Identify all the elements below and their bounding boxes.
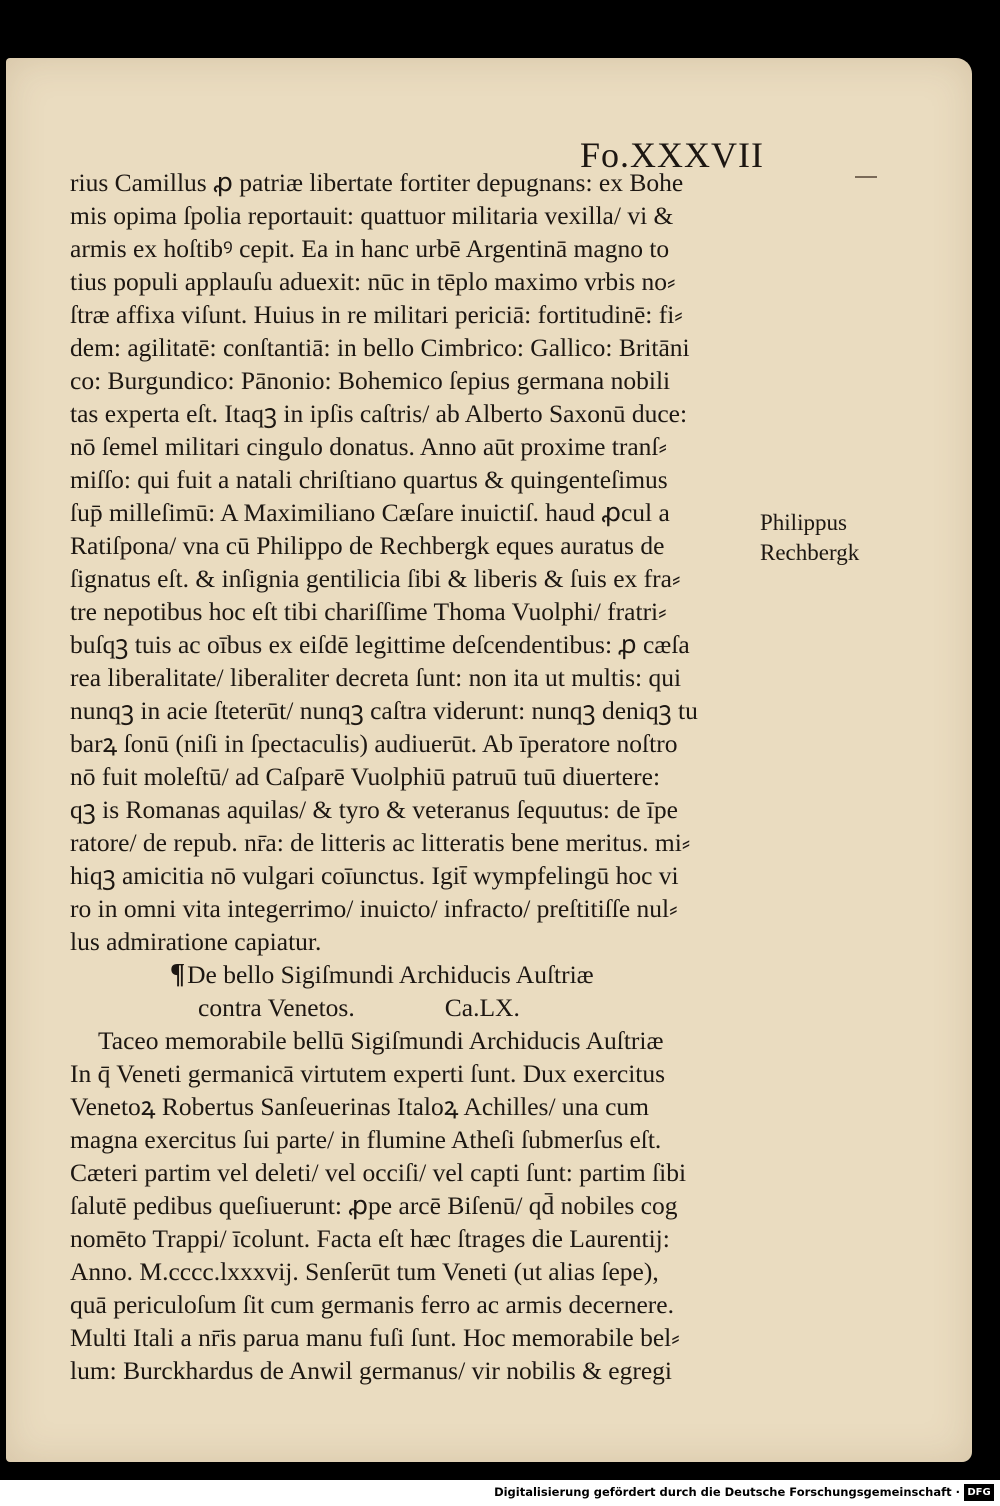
text-line: In q̄ Veneti germanicā virtutem experti ſunt. Dux exercitus — [70, 1059, 666, 1088]
chapter-heading-text: De bello Sigiſmundi Archiducis Auſtriæ — [187, 960, 594, 989]
text-line: armis ex hoſtibꝰ cepit. Ea in hanc urbē Argentinā magno to — [70, 234, 670, 263]
text-line: nomēto Trappi/ īcolunt. Facta eſt hæc ſtrages die Laurentij: — [70, 1224, 670, 1253]
text-line: rius Camillus ꝓ patriæ libertate fortiter depugnans: ex Bohe — [70, 168, 684, 197]
text-line: dem: agilitatē: conſtantiā: in bello Cimbrico: Gallico: Britāni — [70, 333, 690, 362]
text-line: nunqꝫ in acie ſteterūt/ nunqꝫ caſtra viderunt: nunqꝫ deniqꝫ tu — [70, 696, 698, 725]
body-text — [70, 166, 770, 1420]
footer-credit: Digitalisierung gefördert durch die Deutsche Forschungsgemeinschaft · — [494, 1485, 960, 1499]
text-line: co: Burgundico: Pānonio: Bohemico ſepius germana nobili — [70, 366, 671, 395]
text-line: quā periculoſum ſit cum germanis ferro ac armis decernere. — [70, 1290, 674, 1319]
folio-header: Fo.XXXVII — [580, 135, 764, 175]
marginal-note-line: Philippus — [760, 510, 847, 535]
text-line: ſtræ affixa viſunt. Huius in re militari periciā: fortitudinē: fi⸗ — [70, 300, 683, 329]
text-line: buſqꝫ tuis ac oībus ex eiſdē legittime deſcendentibus: ꝓ cæſa — [70, 630, 690, 659]
text-line: tius populi applauſu aduexit: nūc in tēplo maximo vrbis no⸗ — [70, 267, 676, 296]
text-line: ſalutē pedibus queſiuerunt: ꝓpe arcē Biſenū/ qd̄ nobiles cog — [70, 1191, 678, 1220]
text-line: tre nepotibus hoc eſt tibi chariſſime Thoma Vuolphi/ fratri⸗ — [70, 597, 667, 626]
text-line: miſſo: qui fuit a natali chriſtiano quartus & quingenteſimus — [70, 465, 668, 494]
text-line: magna exercitus ſui parte/ in flumine Atheſi ſubmerſus eſt. — [70, 1125, 662, 1154]
text-line: lum: Burckhardus de Anwil germanus/ vir nobilis & egregi — [70, 1356, 672, 1385]
text-line: Venetoꝝ Robertus Sanſeuerinas Italoꝝ Achilles/ una cum — [70, 1092, 650, 1121]
text-line: Anno. M.cccc.lxxxvij. Senſerūt tum Veneti (ut alias ſepe), — [70, 1257, 659, 1286]
text-line: Multi Itali a nr̄is parua manu fuſi ſunt. Hoc memorabile bel⸗ — [70, 1323, 680, 1352]
text-line: qꝫ is Romanas aquilas/ & tyro & veteranus ſequutus: de īpe — [70, 795, 678, 824]
text-line: ro in omni vita integerrimo/ inuicto/ infracto/ preſtitiſſe nul⸗ — [70, 894, 678, 923]
text-line: ſup̄ milleſimū: A Maximiliano Cæſare inuictiſ. haud ꝓcul a — [70, 498, 670, 527]
text-line: nō ſemel militari cingulo donatus. Anno aūt proxime tranſ⸗ — [70, 432, 668, 461]
margin-dash — [855, 176, 877, 178]
text-line: mis opima ſpolia reportauit: quattuor militaria vexilla/ vi & — [70, 201, 674, 230]
chapter-heading-line-2 — [70, 991, 770, 1024]
text-line: Ratiſpona/ vna cū Philippo de Rechbergk eques auratus de — [70, 531, 665, 560]
text-line: hiqꝫ amicitia nō vulgari coīunctus. Igit̄ wympfelingū hoc vi — [70, 861, 679, 890]
text-line: rea liberalitate/ liberaliter decreta ſunt: non ita ut multis: qui — [70, 663, 682, 692]
footer-bar — [0, 1480, 1000, 1506]
pilcrow-icon: ¶ — [170, 959, 186, 990]
text-line: barꝝ ſonū (niſi in ſpectaculis) audiuerūt. Ab īperatore noſtro — [70, 729, 678, 758]
text-line: Cæteri partim vel deleti/ vel occiſi/ vel capti ſunt: partim ſibi — [70, 1158, 687, 1187]
chapter-heading-text-2: contra Venetos. — [198, 993, 355, 1022]
text-line: lus admiratione capiatur. — [70, 927, 322, 956]
text-line — [70, 1387, 770, 1420]
marginal-note — [760, 508, 890, 568]
chapter-heading — [70, 958, 770, 991]
text-line: Taceo memorabile bellū Sigiſmundi Archiducis Auſtriæ — [98, 1026, 664, 1055]
text-line: tas experta eſt. Itaqꝫ in ipſis caſtris/ ab Alberto Saxonū duce: — [70, 399, 688, 428]
text-line: nō fuit moleſtū/ ad Caſparē Vuolphiū patruū tuū diuertere: — [70, 762, 661, 791]
text-line: ſignatus eſt. & inſignia gentilicia ſibi & liberis & ſuis ex fra⸗ — [70, 564, 681, 593]
dfg-logo: DFG — [964, 1484, 994, 1501]
marginal-note-line: Rechbergk — [760, 540, 860, 565]
text-line: ratore/ de repub. nr̄a: de litteris ac litteratis bene meritus. mi⸗ — [70, 828, 691, 857]
chapter-number: Ca.LX. — [444, 993, 520, 1022]
